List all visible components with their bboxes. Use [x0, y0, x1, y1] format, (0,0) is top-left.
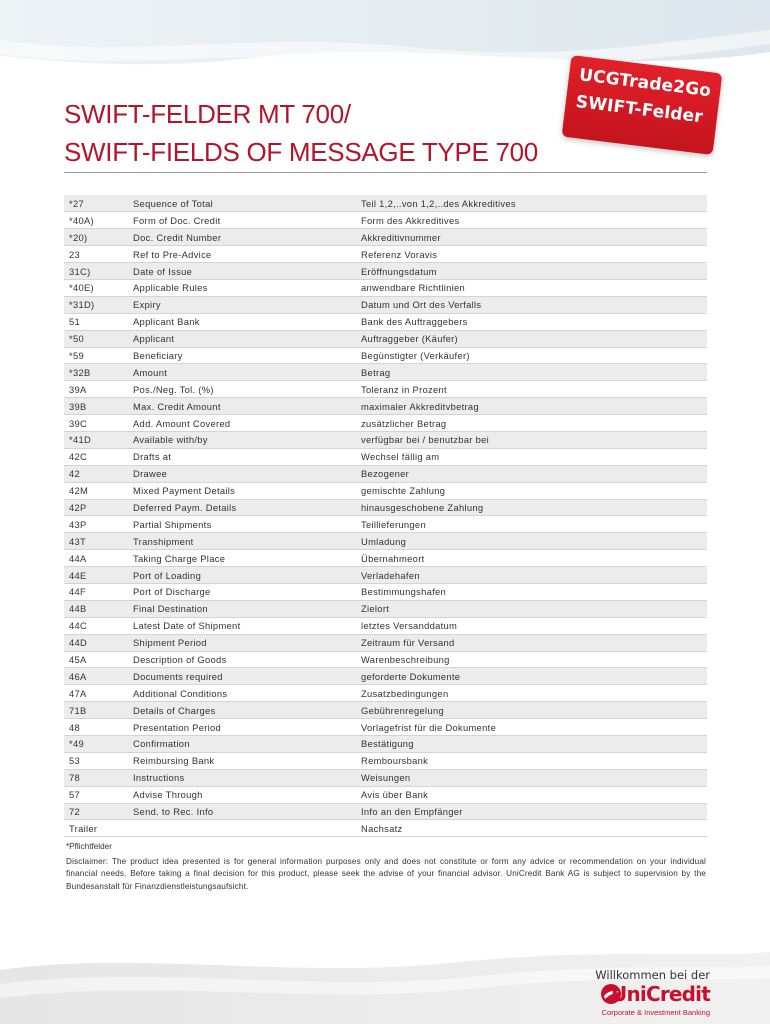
field-name-en-cell: Amount: [128, 364, 356, 381]
field-name-en-cell: Doc. Credit Number: [128, 229, 356, 246]
field-code-cell: *27: [64, 195, 128, 212]
field-code-cell: 43T: [64, 533, 128, 550]
field-name-en-cell: Applicant Bank: [128, 313, 356, 330]
table-row: [64, 448, 707, 465]
field-code-cell: 53: [64, 752, 128, 769]
field-code-cell: 47A: [64, 685, 128, 702]
field-name-de-cell: Zusatzbedingungen: [356, 685, 707, 702]
field-name-en-cell: Confirmation: [128, 736, 356, 753]
field-code-cell: *50: [64, 330, 128, 347]
table-row: [64, 617, 707, 634]
table-row: [64, 263, 707, 280]
field-code-cell: 44F: [64, 583, 128, 600]
table-row: [64, 516, 707, 533]
field-name-de-cell: Info an den Empfänger: [356, 803, 707, 820]
mandatory-fields-footnote: *Pflichtfelder: [66, 842, 112, 851]
field-name-en-cell: Taking Charge Place: [128, 550, 356, 567]
field-name-de-cell: geforderte Dokumente: [356, 668, 707, 685]
table-row: [64, 533, 707, 550]
table-row: [64, 330, 707, 347]
field-name-de-cell: letztes Versanddatum: [356, 617, 707, 634]
badge-subtitle: SWIFT-Felder: [574, 91, 705, 128]
field-name-en-cell: Presentation Period: [128, 719, 356, 736]
field-name-de-cell: Teil 1,2,..von 1,2,..des Akkreditives: [356, 195, 707, 212]
field-name-de-cell: Referenz Voravis: [356, 246, 707, 263]
field-name-de-cell: verfügbar bei / benutzbar bei: [356, 431, 707, 448]
title-line-english: SWIFT-FIELDS OF MESSAGE TYPE 700: [64, 137, 538, 167]
table-row: [64, 685, 707, 702]
field-name-en-cell: Port of Loading: [128, 567, 356, 584]
field-name-en-cell: Add. Amount Covered: [128, 415, 356, 432]
table-row: [64, 550, 707, 567]
table-row: [64, 702, 707, 719]
field-name-de-cell: Auftraggeber (Käufer): [356, 330, 707, 347]
field-name-en-cell: Available with/by: [128, 431, 356, 448]
field-code-cell: 72: [64, 803, 128, 820]
field-name-en-cell: Additional Conditions: [128, 685, 356, 702]
logo-tagline: Willkommen bei der: [595, 968, 710, 982]
field-name-en-cell: Send. to Rec. Info: [128, 803, 356, 820]
field-name-de-cell: Verladehafen: [356, 567, 707, 584]
field-code-cell: *40A): [64, 212, 128, 229]
table-row: [64, 398, 707, 415]
field-name-en-cell: Form of Doc. Credit: [128, 212, 356, 229]
field-code-cell: 44E: [64, 567, 128, 584]
table-row: [64, 229, 707, 246]
field-name-en-cell: Final Destination: [128, 600, 356, 617]
field-name-en-cell: Ref to Pre-Advice: [128, 246, 356, 263]
table-row: [64, 465, 707, 482]
field-code-cell: 44B: [64, 600, 128, 617]
table-row: [64, 499, 707, 516]
field-code-cell: 42M: [64, 482, 128, 499]
field-name-en-cell: Description of Goods: [128, 651, 356, 668]
field-code-cell: 44D: [64, 634, 128, 651]
field-name-de-cell: hinausgeschobene Zahlung: [356, 499, 707, 516]
field-code-cell: 44C: [64, 617, 128, 634]
table-row: [64, 769, 707, 786]
table-row: [64, 567, 707, 584]
disclaimer-text: Disclaimer: The product idea presented is for general information purposes only and does not constitute or form any advice or recommendation on your individual financial needs. Before taking a final decision for this product, please seek the advise of your financial advisor. UniCredit Bank AG is subject to supervision by the Bundesanstalt für Finanzdienstleistungsaufsicht.: [66, 857, 706, 891]
field-code-cell: *49: [64, 736, 128, 753]
field-name-en-cell: Transhipment: [128, 533, 356, 550]
swift-fields-table: [64, 195, 707, 837]
field-name-de-cell: Betrag: [356, 364, 707, 381]
field-name-en-cell: Date of Issue: [128, 263, 356, 280]
table-row: [64, 313, 707, 330]
table-row: [64, 600, 707, 617]
unicredit-logo: [560, 968, 710, 1020]
field-name-en-cell: Deferred Paym. Details: [128, 499, 356, 516]
field-name-en-cell: Applicable Rules: [128, 279, 356, 296]
ucgtrade2go-badge: [562, 55, 723, 155]
field-name-en-cell: Sequence of Total: [128, 195, 356, 212]
logo-wordmark: UniCredit: [611, 982, 710, 1006]
field-code-cell: 51: [64, 313, 128, 330]
table-row: [64, 719, 707, 736]
table-row: [64, 415, 707, 432]
field-name-de-cell: gemischte Zahlung: [356, 482, 707, 499]
field-code-cell: Trailer: [64, 820, 128, 837]
title-divider: [64, 172, 707, 173]
field-name-de-cell: Datum und Ort des Verfalls: [356, 296, 707, 313]
table-row: [64, 279, 707, 296]
field-name-de-cell: Form des Akkreditives: [356, 212, 707, 229]
table-row: [64, 195, 707, 212]
field-code-cell: *31D): [64, 296, 128, 313]
field-code-cell: *20): [64, 229, 128, 246]
field-name-de-cell: Übernahmeort: [356, 550, 707, 567]
table-row: [64, 381, 707, 398]
field-code-cell: 46A: [64, 668, 128, 685]
field-name-de-cell: Bestätigung: [356, 736, 707, 753]
field-name-de-cell: Warenbeschreibung: [356, 651, 707, 668]
field-name-de-cell: Weisungen: [356, 769, 707, 786]
field-name-en-cell: Shipment Period: [128, 634, 356, 651]
table-row: [64, 803, 707, 820]
field-code-cell: 71B: [64, 702, 128, 719]
field-name-de-cell: Nachsatz: [356, 820, 707, 837]
field-name-en-cell: Documents required: [128, 668, 356, 685]
field-name-de-cell: Wechsel fällig am: [356, 448, 707, 465]
table-row: [64, 583, 707, 600]
field-name-de-cell: Vorlagefrist für die Dokumente: [356, 719, 707, 736]
field-code-cell: 43P: [64, 516, 128, 533]
field-code-cell: 39B: [64, 398, 128, 415]
field-code-cell: 39A: [64, 381, 128, 398]
field-name-en-cell: Applicant: [128, 330, 356, 347]
field-code-cell: 42P: [64, 499, 128, 516]
field-code-cell: 57: [64, 786, 128, 803]
field-name-en-cell: Latest Date of Shipment: [128, 617, 356, 634]
table-row: [64, 347, 707, 364]
field-name-de-cell: zusätzlicher Betrag: [356, 415, 707, 432]
table-row: [64, 651, 707, 668]
table-row: [64, 212, 707, 229]
field-name-de-cell: Teillieferungen: [356, 516, 707, 533]
table-row: [64, 364, 707, 381]
table-row: [64, 246, 707, 263]
field-name-de-cell: Umladung: [356, 533, 707, 550]
table-row: [64, 668, 707, 685]
field-name-de-cell: Bestimmungshafen: [356, 583, 707, 600]
table-row: [64, 786, 707, 803]
badge-title: UCGTrade2Go: [577, 65, 713, 102]
field-code-cell: 78: [64, 769, 128, 786]
field-name-de-cell: Bezogener: [356, 465, 707, 482]
field-name-en-cell: Expiry: [128, 296, 356, 313]
field-code-cell: 42C: [64, 448, 128, 465]
field-name-de-cell: Akkreditivnummer: [356, 229, 707, 246]
field-name-de-cell: Zielort: [356, 600, 707, 617]
title-line-german: SWIFT-FELDER MT 700/: [64, 99, 351, 129]
table-row: [64, 296, 707, 313]
field-name-en-cell: Max. Credit Amount: [128, 398, 356, 415]
field-name-en-cell: Details of Charges: [128, 702, 356, 719]
field-name-de-cell: Toleranz in Prozent: [356, 381, 707, 398]
page-title: [64, 95, 538, 171]
field-code-cell: *32B: [64, 364, 128, 381]
logo-division: Corporate & Investment Banking: [601, 1008, 710, 1017]
table-row: [64, 482, 707, 499]
field-name-en-cell: Pos./Neg. Tol. (%): [128, 381, 356, 398]
field-name-de-cell: Bank des Auftraggebers: [356, 313, 707, 330]
field-name-de-cell: Remboursbank: [356, 752, 707, 769]
field-name-en-cell: Mixed Payment Details: [128, 482, 356, 499]
field-name-de-cell: anwendbare Richtlinien: [356, 279, 707, 296]
table-row: [64, 820, 707, 837]
field-name-de-cell: Zeitraum für Versand: [356, 634, 707, 651]
field-name-en-cell: Partial Shipments: [128, 516, 356, 533]
field-name-de-cell: Begünstigter (Verkäufer): [356, 347, 707, 364]
field-code-cell: *41D: [64, 431, 128, 448]
field-name-en-cell: Reimbursing Bank: [128, 752, 356, 769]
table-row: [64, 736, 707, 753]
field-code-cell: 42: [64, 465, 128, 482]
field-code-cell: 45A: [64, 651, 128, 668]
field-code-cell: 44A: [64, 550, 128, 567]
field-name-de-cell: Eröffnungsdatum: [356, 263, 707, 280]
table-row: [64, 431, 707, 448]
field-name-en-cell: Advise Through: [128, 786, 356, 803]
field-name-de-cell: Avis über Bank: [356, 786, 707, 803]
field-code-cell: *59: [64, 347, 128, 364]
field-code-cell: 48: [64, 719, 128, 736]
field-name-en-cell: Drawee: [128, 465, 356, 482]
field-code-cell: *40E): [64, 279, 128, 296]
field-name-en-cell: Port of Discharge: [128, 583, 356, 600]
field-name-de-cell: maximaler Akkreditvbetrag: [356, 398, 707, 415]
field-code-cell: 23: [64, 246, 128, 263]
field-name-en-cell: [128, 820, 356, 837]
field-name-en-cell: Instructions: [128, 769, 356, 786]
table-row: [64, 634, 707, 651]
field-code-cell: 31C): [64, 263, 128, 280]
field-name-en-cell: Drafts at: [128, 448, 356, 465]
field-name-en-cell: Beneficiary: [128, 347, 356, 364]
field-name-de-cell: Gebührenregelung: [356, 702, 707, 719]
field-code-cell: 39C: [64, 415, 128, 432]
swift-fields-body: [64, 195, 707, 837]
table-row: [64, 752, 707, 769]
